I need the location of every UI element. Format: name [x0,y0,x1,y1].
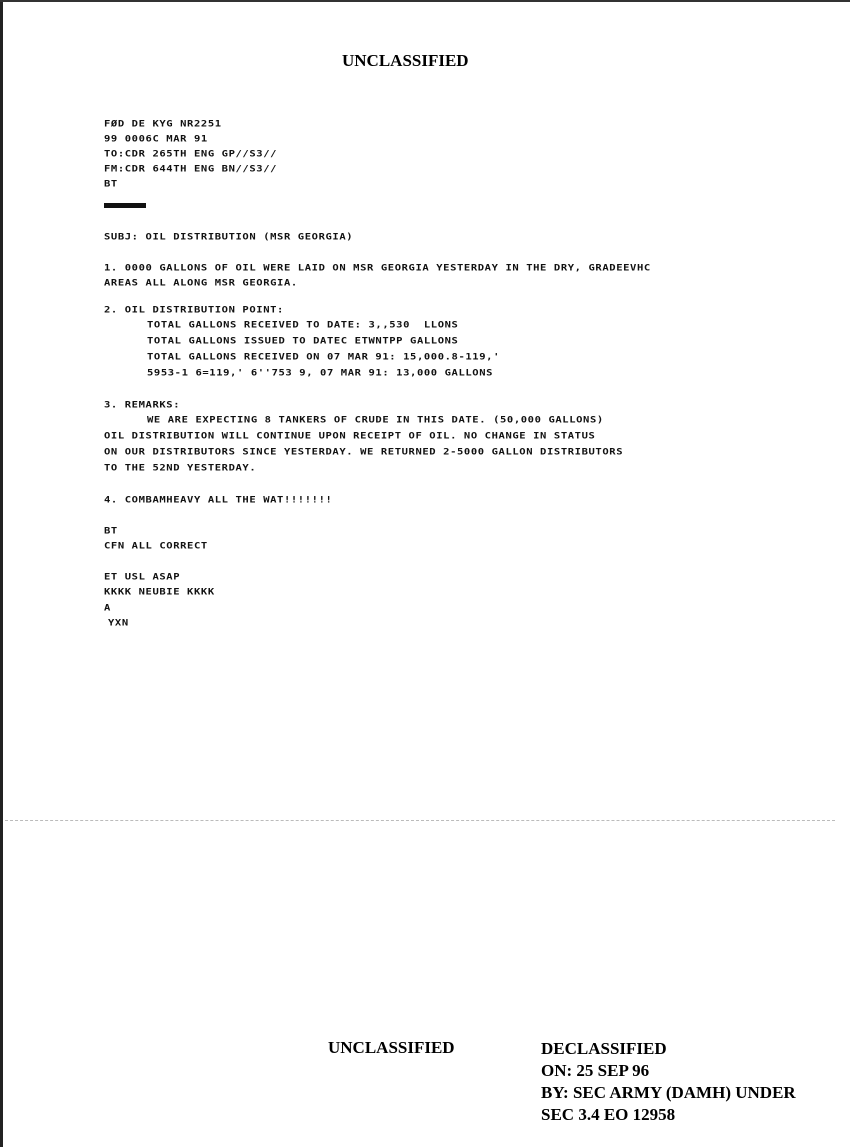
routing-line: TO:CDR 265TH ENG GP//S3// [104,149,278,160]
scan-artifact [5,820,835,821]
redaction-bar [104,203,146,208]
closing-line: CFN ALL CORRECT [104,541,208,552]
trailer-line: KKKK NEUBIE KKKK [104,587,215,598]
para2-line: 5953-1 6=119,' 6''753 9, 07 MAR 91: 13,000 GALLONS [147,368,494,379]
trailer-line: ET USL ASAP [104,572,181,583]
routing-line: 99 0006C MAR 91 [104,134,208,145]
para2-line: TOTAL GALLONS ISSUED TO DATEC ETWNTPP GALLONS [147,336,459,347]
para3-line: TO THE 52ND YESTERDAY. [104,463,257,474]
para4-line: 4. COMBAMHEAVY ALL THE WAT!!!!!!! [104,495,333,506]
declassified-line: DECLASSIFIED [541,1039,667,1058]
para2-line: TOTAL GALLONS RECEIVED ON 07 MAR 91: 15,000.8-119,' [147,352,500,363]
subject-line: SUBJ: OIL DISTRIBUTION (MSR GEORGIA) [104,232,354,243]
header-classification: UNCLASSIFIED [342,51,469,70]
declassified-by: BY: SEC ARMY (DAMH) UNDER [541,1083,796,1102]
trailer-line: YXN [108,618,129,629]
para3-line: WE ARE EXPECTING 8 TANKERS OF CRUDE IN THIS DATE. (50,000 GALLONS) [147,415,604,426]
closing-line: BT [104,526,118,537]
trailer-line: A [104,603,111,614]
declassified-date: ON: 25 SEP 96 [541,1061,650,1080]
scan-edge-top [0,0,850,2]
para3-line: OIL DISTRIBUTION WILL CONTINUE UPON RECEIPT OF OIL. NO CHANGE IN STATUS [104,431,596,442]
para3-line: ON OUR DISTRIBUTORS SINCE YESTERDAY. WE RETURNED 2-5000 GALLON DISTRIBUTORS [104,447,624,458]
declassification-block [541,1038,796,1126]
footer-classification: UNCLASSIFIED [328,1038,455,1057]
routing-line: BT [104,179,118,190]
para2-line: TOTAL GALLONS RECEIVED TO DATE: 3,,530 LLONS [147,320,459,331]
para2-title: 2. OIL DISTRIBUTION POINT: [104,305,284,316]
routing-line: FØD DE KYG NR2251 [104,119,222,130]
scan-edge-left [0,0,3,1147]
declassified-authority: SEC 3.4 EO 12958 [541,1105,676,1124]
para3-title: 3. REMARKS: [104,400,181,411]
routing-line: FM:CDR 644TH ENG BN//S3// [104,164,278,175]
para1-line: 1. 0000 GALLONS OF OIL WERE LAID ON MSR GEORGIA YESTERDAY IN THE DRY, GRADEEVHC [104,263,651,274]
para1-line: AREAS ALL ALONG MSR GEORGIA. [104,278,298,289]
